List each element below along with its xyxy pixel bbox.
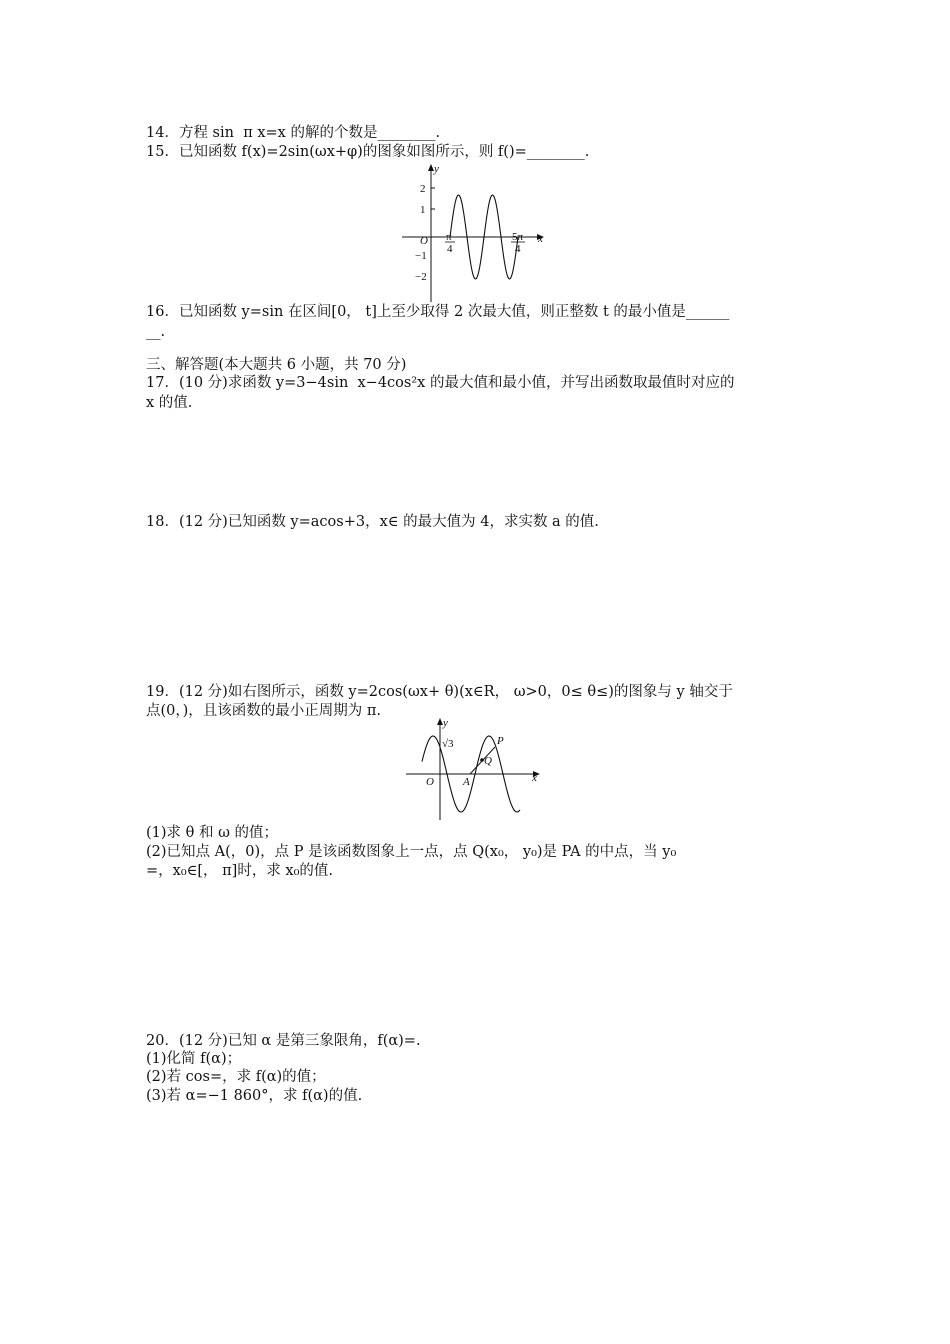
- question-15: 15．已知函数 f(x)=2sin(ωx+φ)的图象如图所示，则 f()=________.: [146, 144, 590, 160]
- question-19-part2-line1: (2)已知点 A(，0)，点 P 是该函数图象上一点，点 Q(x₀， y₀)是 PA 的中点，当 y₀: [146, 844, 677, 860]
- y-label: y: [434, 163, 439, 175]
- tick-5pi-num: 5π: [512, 231, 524, 243]
- tick-label-2: 2: [420, 183, 426, 195]
- tick-label-neg2: −2: [415, 271, 427, 283]
- question-20-part1: (1)化简 f(α)；: [146, 1051, 242, 1067]
- question-19-part1: (1)求 θ 和 ω 的值；: [146, 825, 279, 841]
- origin-label: O: [420, 235, 428, 247]
- question-16-line2: __.: [146, 324, 166, 340]
- question-17-line2: x 的值.: [146, 395, 193, 411]
- question-20-part2: (2)若 cos=，求 f(α)的值；: [146, 1069, 326, 1085]
- tick-pi-num: π: [446, 231, 452, 243]
- x-label: x: [532, 772, 537, 784]
- question-20: 20．(12 分)已知 α 是第三象限角，f(α)=.: [146, 1033, 421, 1049]
- question-16-line1: 16．已知函数 y=sin 在区间[0， t]上至少取得 2 次最大值，则正整数 t 的最小值是______: [146, 304, 730, 320]
- question-19-line2: 点(0，)，且该函数的最小正周期为 π.: [146, 703, 382, 719]
- question-19-part2-line2: =，x₀∈[， π]时，求 x₀的值.: [146, 863, 334, 879]
- question-18: 18．(12 分)已知函数 y=acos+3，x∈ 的最大值为 4，求实数 a 的值.: [146, 514, 599, 530]
- sqrt3-label: √3: [442, 738, 454, 750]
- tick-pi-den: 4: [447, 243, 453, 255]
- section-3-title: 三、解答题(本大题共 6 小题，共 70 分): [146, 357, 407, 373]
- tick-label-neg1: −1: [415, 250, 427, 262]
- question-17-line1: 17．(10 分)求函数 y=3−4sin x−4cos²x 的最大值和最小值，并写出函数取最值时对应的: [146, 375, 735, 391]
- tick-5pi-den: 4: [515, 243, 521, 255]
- figure-15-sine-graph: [398, 160, 548, 308]
- question-14: 14．方程 sin π x=x 的解的个数是________.: [146, 125, 441, 141]
- tick-label-1: 1: [420, 204, 426, 216]
- point-a-label: A: [463, 776, 470, 788]
- figure-19-cosine-graph: [402, 714, 546, 824]
- x-label: x: [538, 233, 543, 245]
- y-label: y: [443, 717, 448, 729]
- question-20-part3: (3)若 α=−1 860°，求 f(α)的值.: [146, 1088, 363, 1104]
- point-p-label: P: [497, 735, 504, 747]
- point-q-label: Q: [484, 755, 492, 767]
- point-q: [480, 758, 484, 762]
- origin-label: O: [426, 776, 434, 788]
- question-19-line1: 19．(12 分)如右图所示，函数 y=2cos(ωx+ θ)(x∈R， ω>0，0≤ θ≤)的图象与 y 轴交于: [146, 684, 733, 700]
